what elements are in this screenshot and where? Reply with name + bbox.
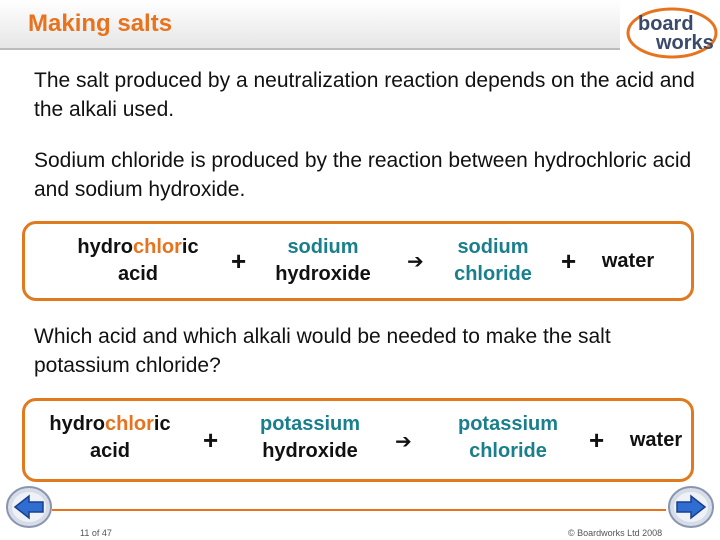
svg-text:board: board	[638, 13, 694, 35]
plus-sign: +	[589, 425, 605, 455]
reaction-arrow: ➔	[395, 431, 412, 453]
intro-paragraph: The salt produced by a neutralization reaction depends on the acid and the alkali used.	[34, 69, 695, 121]
salt-term: potassium chloride	[457, 413, 559, 462]
acid-term: hydrochloric acid	[49, 413, 171, 462]
back-arrow-icon	[4, 484, 54, 530]
forward-arrow-icon	[666, 484, 716, 530]
water-term: water	[629, 429, 683, 451]
equation-box-sodium	[22, 221, 694, 301]
plus-sign: +	[203, 425, 219, 455]
acid-term: hydrochloric acid	[77, 236, 199, 285]
footer-line	[52, 509, 666, 511]
slide-title: Making salts	[28, 10, 173, 37]
plus-sign: +	[561, 246, 577, 276]
alkali-term: sodium hydroxide	[275, 236, 371, 285]
equation-box-potassium	[22, 398, 694, 482]
previous-slide-button[interactable]	[4, 484, 54, 530]
sodium-chloride-paragraph: Sodium chloride is produced by the reaction between hydrochloric acid and sodium hydroxide.	[34, 149, 692, 201]
boardworks-logo	[622, 4, 718, 60]
reaction-arrow: ➔	[407, 251, 424, 273]
alkali-term: potassium hydroxide	[259, 413, 361, 462]
title-bar	[0, 0, 620, 50]
svg-text:works: works	[656, 32, 714, 54]
page-number: 11 of 47	[80, 528, 112, 538]
water-term: water	[601, 250, 655, 272]
next-slide-button[interactable]	[666, 484, 716, 530]
plus-sign: +	[231, 246, 247, 276]
copyright: © Boardworks Ltd 2008	[568, 528, 663, 538]
question-paragraph: Which acid and which alkali would be needed to make the salt potassium chloride?	[34, 325, 611, 377]
salt-term: sodium chloride	[454, 236, 532, 285]
